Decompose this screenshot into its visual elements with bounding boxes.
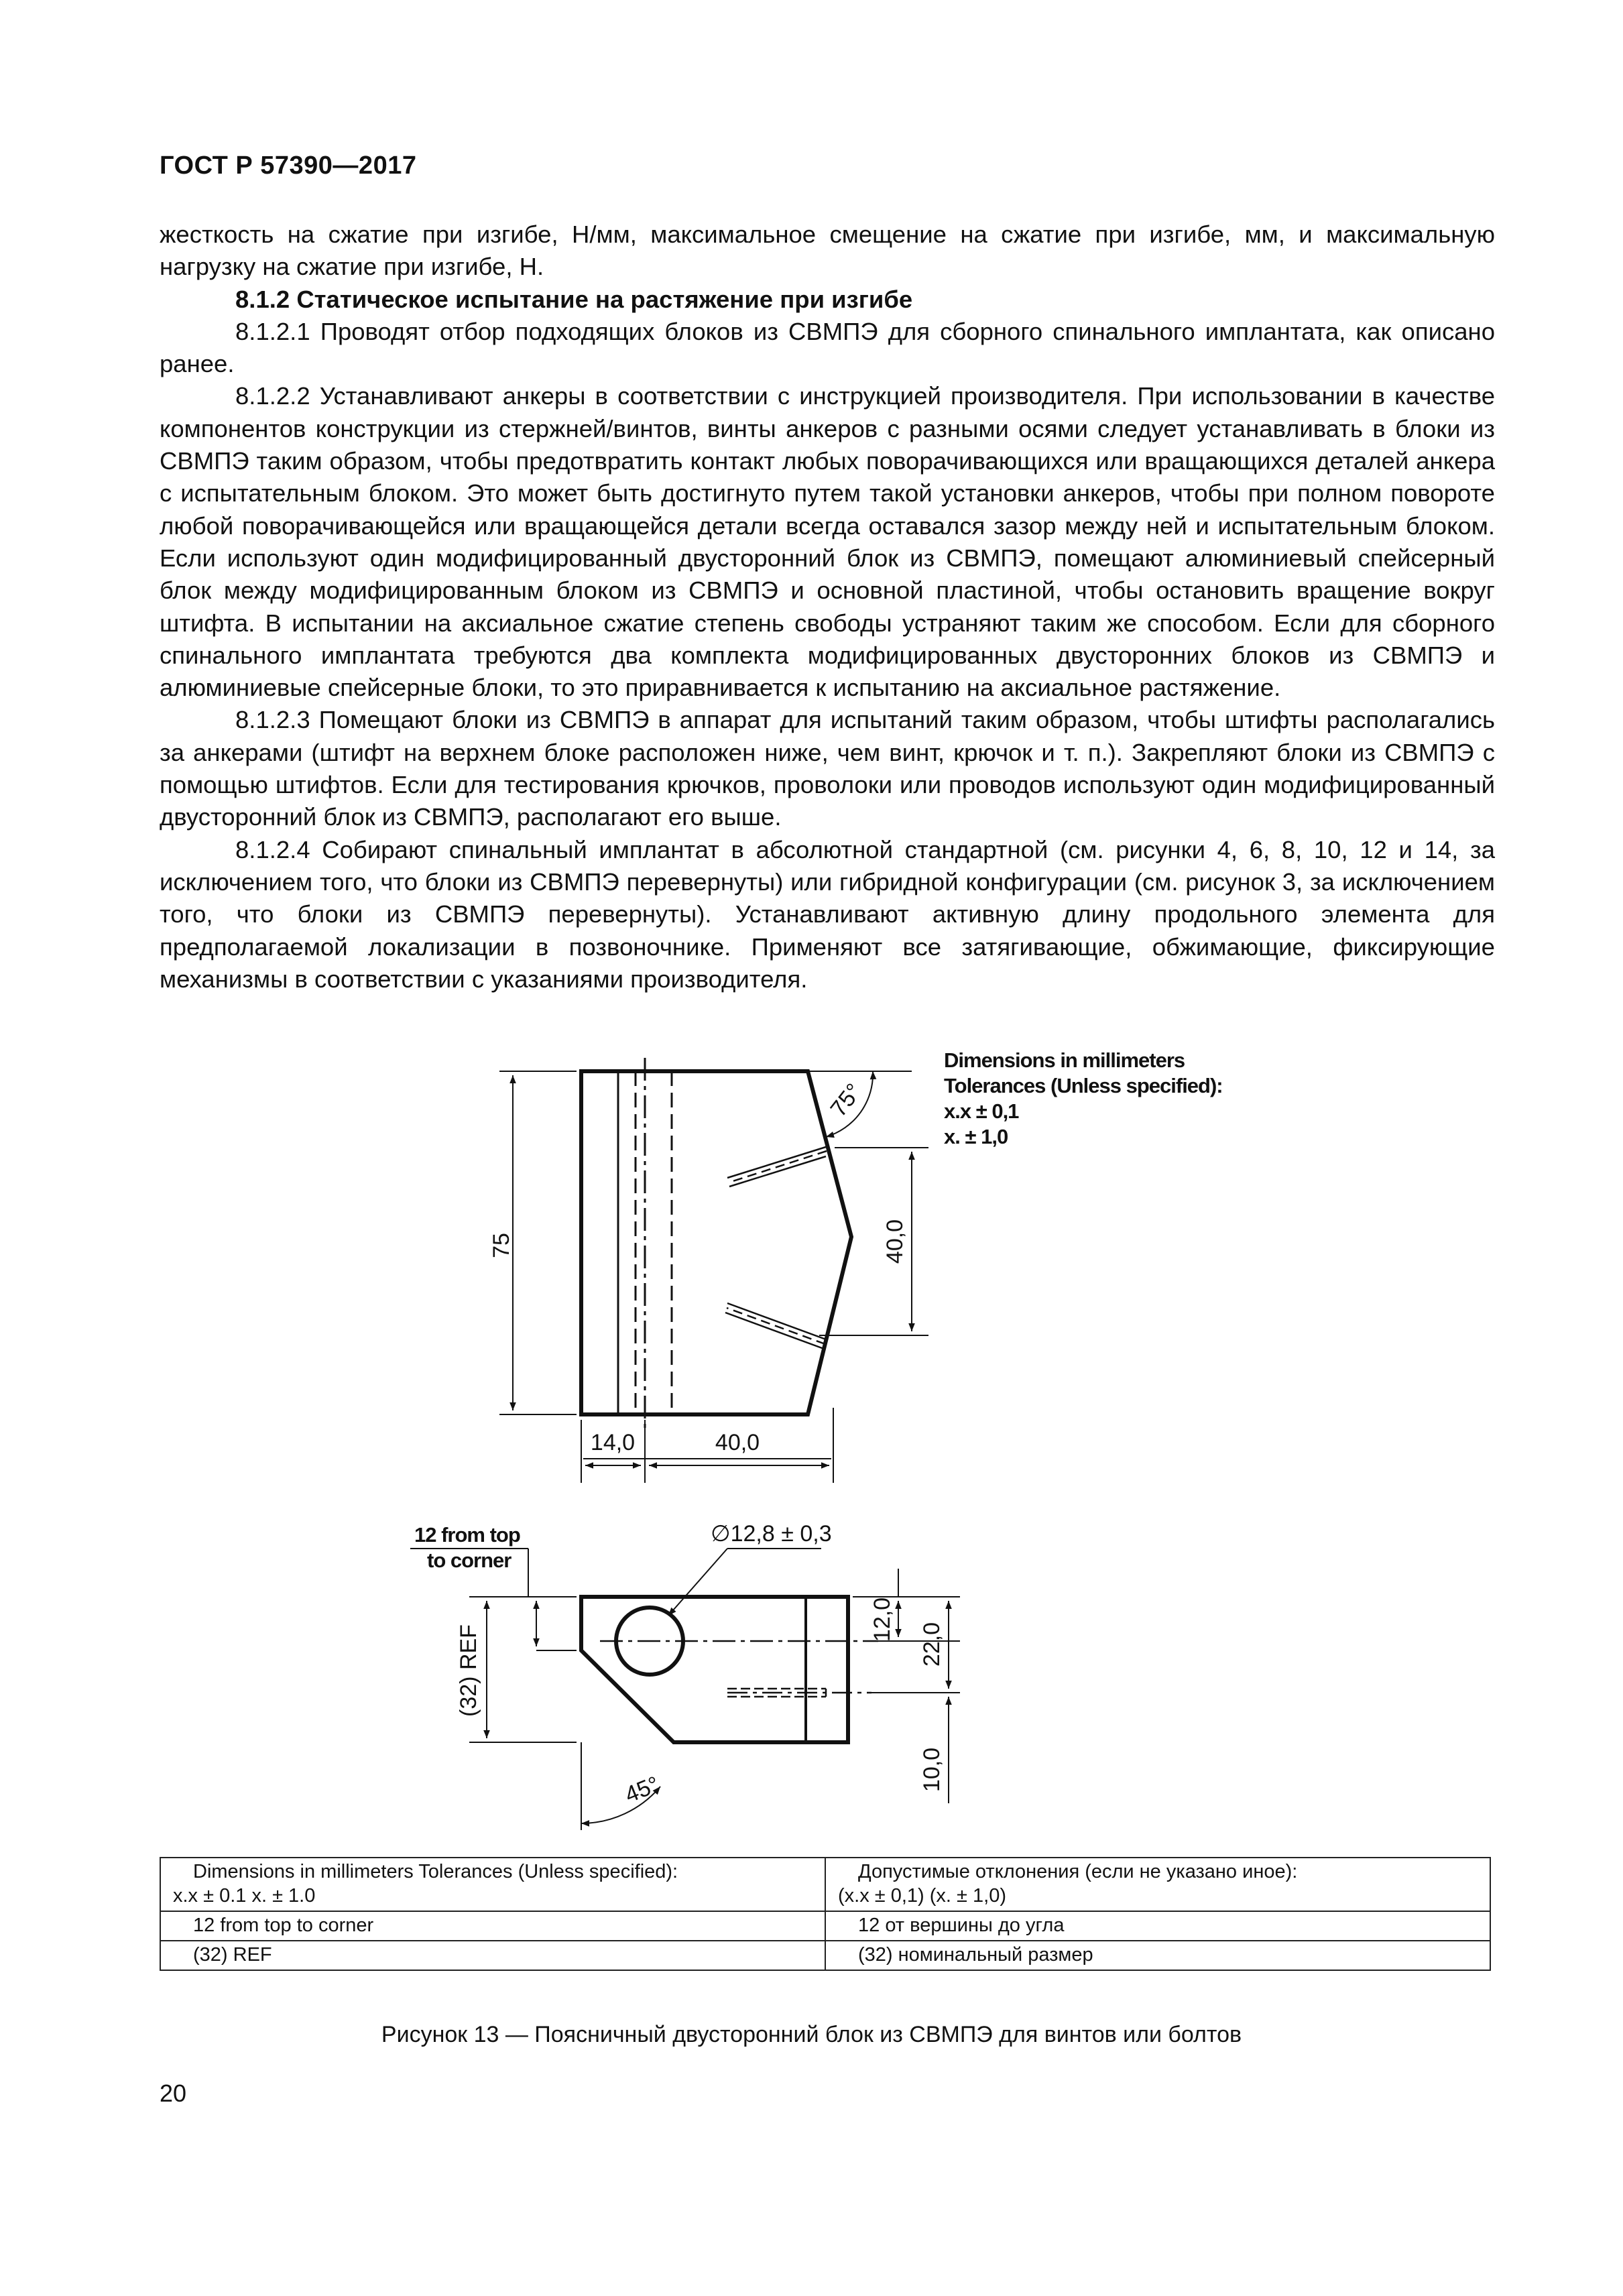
dimension-label-a: 12,0: [869, 1597, 895, 1642]
dimension-label-height: 75: [489, 1233, 514, 1258]
diameter-leader: [668, 1549, 727, 1616]
table-cell-line: (32) REF: [193, 1944, 272, 1966]
note-label: to corner: [427, 1549, 512, 1572]
table-cell-line: Dimensions in millimeters Tolerances (Unless specified):: [193, 1861, 678, 1882]
tolerance-note-line: Dimensions in millimeters: [944, 1048, 1185, 1072]
dimension-label-width-right: 40,0: [715, 1430, 760, 1455]
tolerance-note-line: x. ± 1,0: [944, 1125, 1008, 1148]
dimension-label-span: 40,0: [882, 1219, 908, 1264]
table-cell-ru: [825, 1858, 1490, 1911]
table-row: [160, 1941, 1490, 1970]
paragraph: 8.1.2.4 Собирают спинальный имплантат в абсолютной стандартной (см. рисунки 4, 6, 8, 10, 12 и 14, за исключением того, что блоки из СВМПЭ перевернуты) или гибридной конфигурации (см. рисунок 3, за исключением того, что блоки из СВМПЭ перевернуты). Устанавливают активную длину продольного элемента для предполагаемой локализации в позвоночнике. Применяют все затягивающие, обжимающие, фиксирующие механизмы в соответствии с указаниями производителя.: [160, 835, 1495, 993]
table-cell-line: (32) номинальный размер: [858, 1944, 1093, 1966]
table-cell-line: (x.x ± 0,1) (x. ± 1,0): [838, 1885, 1006, 1907]
table-cell-line: 12 from top to corner: [193, 1915, 374, 1936]
side-view-labels: [414, 1521, 945, 1808]
table-cell-en: [160, 1911, 825, 1941]
tolerance-note-line: Tolerances (Unless specified):: [944, 1074, 1223, 1097]
tolerance-note: [944, 1048, 1223, 1148]
dimension-label-width-left: 14,0: [590, 1430, 636, 1455]
table-row: [160, 1911, 1490, 1941]
side-view: [410, 1549, 960, 1830]
section-heading: 8.1.2 Статическое испытание на растяжение при изгибе: [235, 285, 913, 313]
angled-hole-upper: [727, 1146, 828, 1187]
paragraph: 8.1.2.2 Устанавливают анкеры в соответствии с инструкцией производителя. При использовании в качестве компонентов конструкции из стержней/винтов, винты анкеров с разными осями следует устанавливать в блоки из СВМПЭ таким образом, чтобы предотвратить контакт любых поворачивающихся или вращающихся деталей анкера с испытательным блоком. Это может быть достигнуто путем такой установки анкеров, чтобы при полном повороте любой поворачивающейся или вращающейся детали всегда оставался зазор между ней и испытательным блоком. Если используют один модифицированный двусторонний блок из СВМПЭ, помещают алюминиевый спейсерный блок между модифицированным блоком из СВМПЭ и основной пластиной, чтобы остановить вращение вокруг штифта. В испытании на аксиальное сжатие степень свободы устраняют таким же способом. Если для сборного спинального имплантата требуются два комплекта модифицированных двусторонних блоков из СВМПЭ и алюминиевые спейсерные блоки, то это приравнивается к испытанию на аксиальное растяжение.: [160, 382, 1495, 702]
page-number: 20: [160, 2079, 187, 2107]
front-view: [499, 1058, 928, 1483]
paragraph: 8.1.2.3 Помещают блоки из СВМПЭ в аппарат для испытаний таким образом, чтобы штифты располагались за анкерами (штифт на верхнем блоке расположен ниже, чем винт, крючок и т. п.). Закрепляют блоки из СВМПЭ с помощью штифтов. Если для тестирования крючков, проволоки или проводов используют один модифицированный двусторонний блок из СВМПЭ, располагают его выше.: [160, 706, 1495, 831]
technical-drawing: [0, 1026, 1623, 1850]
dimension-label-b: 22,0: [919, 1622, 945, 1667]
table-cell-ru: [825, 1911, 1490, 1941]
paragraph: 8.1.2.1 Проводят отбор подходящих блоков из СВМПЭ для сборного спинального имплантата, как описано ранее.: [160, 317, 1495, 378]
paragraph-continuation: жесткость на сжатие при изгибе, Н/мм, максимальное смещение на сжатие при изгибе, мм, и максимальную нагрузку на сжатие при изгибе, Н.: [160, 221, 1495, 281]
legend-table: [160, 1857, 1491, 1971]
front-view-outline: [581, 1071, 851, 1414]
table-cell-line: x.x ± 0.1 x. ± 1.0: [173, 1885, 316, 1907]
angled-hole-lower: [725, 1303, 826, 1349]
dimension-label-angle: 45°: [621, 1771, 663, 1809]
body-text: [160, 219, 1495, 995]
table-cell-line: Допустимые отклонения (если не указано иное):: [858, 1861, 1298, 1882]
table-cell-line: 12 от вершины до угла: [858, 1915, 1065, 1936]
table-cell-en: [160, 1858, 825, 1911]
note-label: 12 from top: [414, 1523, 520, 1547]
table-row: [160, 1858, 1490, 1911]
table-cell-en: [160, 1941, 825, 1970]
tolerance-note-line: x.x ± 0,1: [944, 1099, 1019, 1123]
diameter-label: ∅12,8 ± 0,3: [711, 1521, 832, 1547]
document-header: ГОСТ Р 57390—2017: [160, 152, 417, 180]
table-cell-ru: [825, 1941, 1490, 1970]
dimension-label-angle: 75°: [825, 1079, 867, 1122]
dimension-label-c: 10,0: [919, 1747, 945, 1793]
side-view-outline: [581, 1597, 848, 1742]
figure-caption: Рисунок 13 — Поясничный двусторонний блок из СВМПЭ для винтов или болтов: [381, 2022, 1242, 2047]
dimension-label-ref: (32) REF: [456, 1624, 481, 1717]
